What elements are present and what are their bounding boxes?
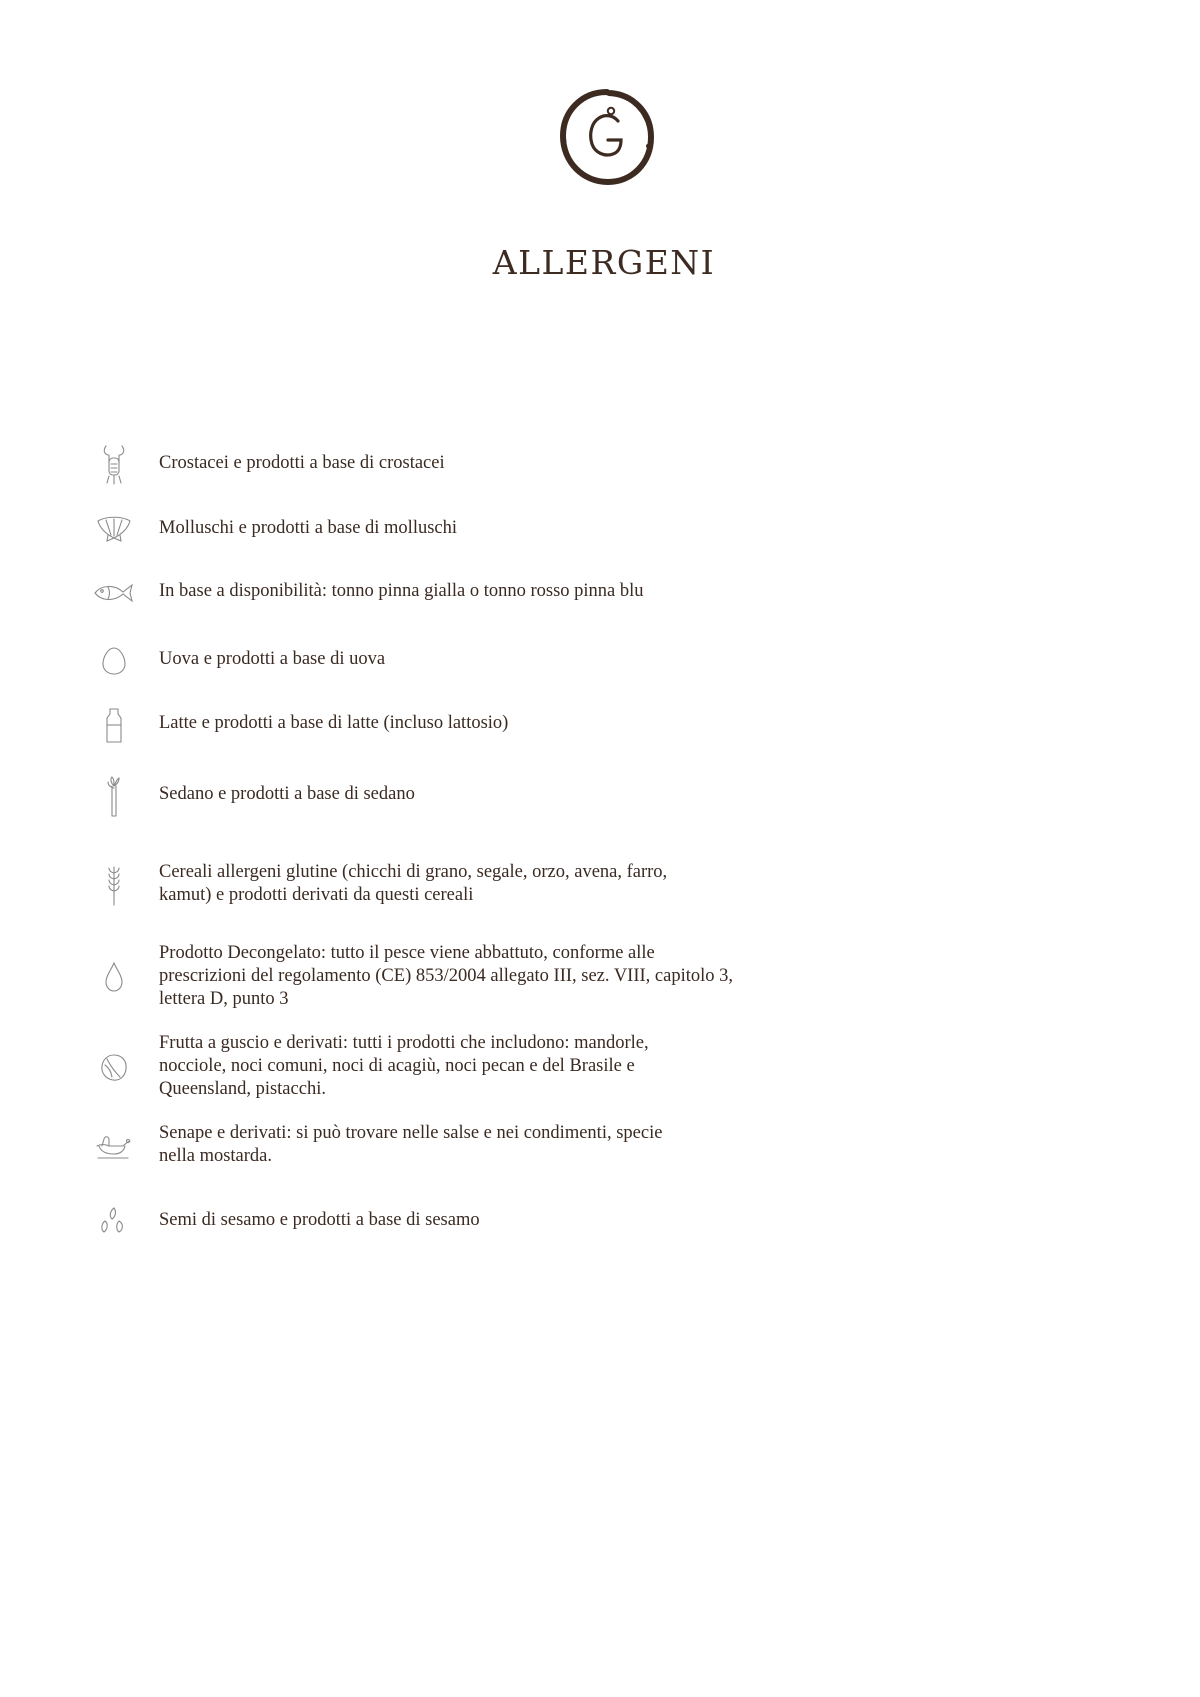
allergen-text: Sedano e prodotti a base di sedano — [159, 784, 415, 804]
milk-bottle-icon — [92, 703, 136, 747]
allergen-item-sedano — [92, 783, 812, 809]
lobster-icon — [92, 443, 136, 487]
allergen-text: Frutta a guscio e derivati: tutti i prodotti che includono: mandorle, nocciole, noci comuni, noci di acagiù, noci pecan e del Brasile e Queensland, pistacchi. — [159, 1033, 649, 1099]
g-monogram-logo-icon — [556, 86, 658, 188]
fish-icon — [92, 571, 136, 615]
celery-icon — [92, 774, 136, 818]
allergen-text: Molluschi e prodotti a base di molluschi — [159, 518, 458, 538]
allergen-text: Crostacei e prodotti a base di crostacei — [159, 453, 445, 473]
allergen-item-sesamo — [92, 1209, 812, 1235]
allergen-text: Uova e prodotti a base di uova — [159, 649, 386, 669]
allergen-text: Prodotto Decongelato: tutto il pesce viene abbattuto, conforme alle prescrizioni del regolamento (CE) 853/2004 allegato III, sez. VIII, capitolo 3, lettera D, punto 3 — [159, 943, 733, 1009]
drop-icon — [92, 955, 136, 999]
allergen-text: In base a disponibilità: tonno pinna gialla o tonno rosso pinna blu — [159, 581, 644, 601]
page-title: ALLERGENI — [492, 243, 716, 282]
allergen-text: Semi di sesamo e prodotti a base di sesamo — [159, 1210, 480, 1230]
mustard-boat-icon — [92, 1124, 136, 1168]
allergen-text: Latte e prodotti a base di latte (incluso lattosio) — [159, 713, 509, 733]
allergen-item-decongelato — [92, 942, 812, 1012]
allergen-text: Cereali allergeni glutine (chicchi di grano, segale, orzo, avena, farro, kamut) e prodotti derivati da questi cereali — [159, 862, 668, 905]
allergen-item-uova — [92, 648, 812, 674]
nut-icon — [92, 1045, 136, 1089]
allergen-text: Senape e derivati: si può trovare nelle salse e nei condimenti, specie nella mostarda. — [159, 1123, 663, 1166]
restaurant-logo — [556, 86, 658, 188]
sesame-seeds-icon — [92, 1200, 136, 1244]
shell-icon — [92, 508, 136, 552]
allergen-item-pesce — [92, 580, 812, 606]
allergen-item-senape — [92, 1122, 812, 1170]
allergen-item-frutta-a-guscio — [92, 1032, 812, 1102]
egg-icon — [92, 639, 136, 683]
allergen-item-molluschi — [92, 517, 812, 543]
allergen-item-crostacei — [92, 452, 812, 478]
allergen-item-latte — [92, 712, 812, 738]
wheat-icon — [92, 863, 136, 907]
allergen-item-cereali — [92, 861, 812, 909]
